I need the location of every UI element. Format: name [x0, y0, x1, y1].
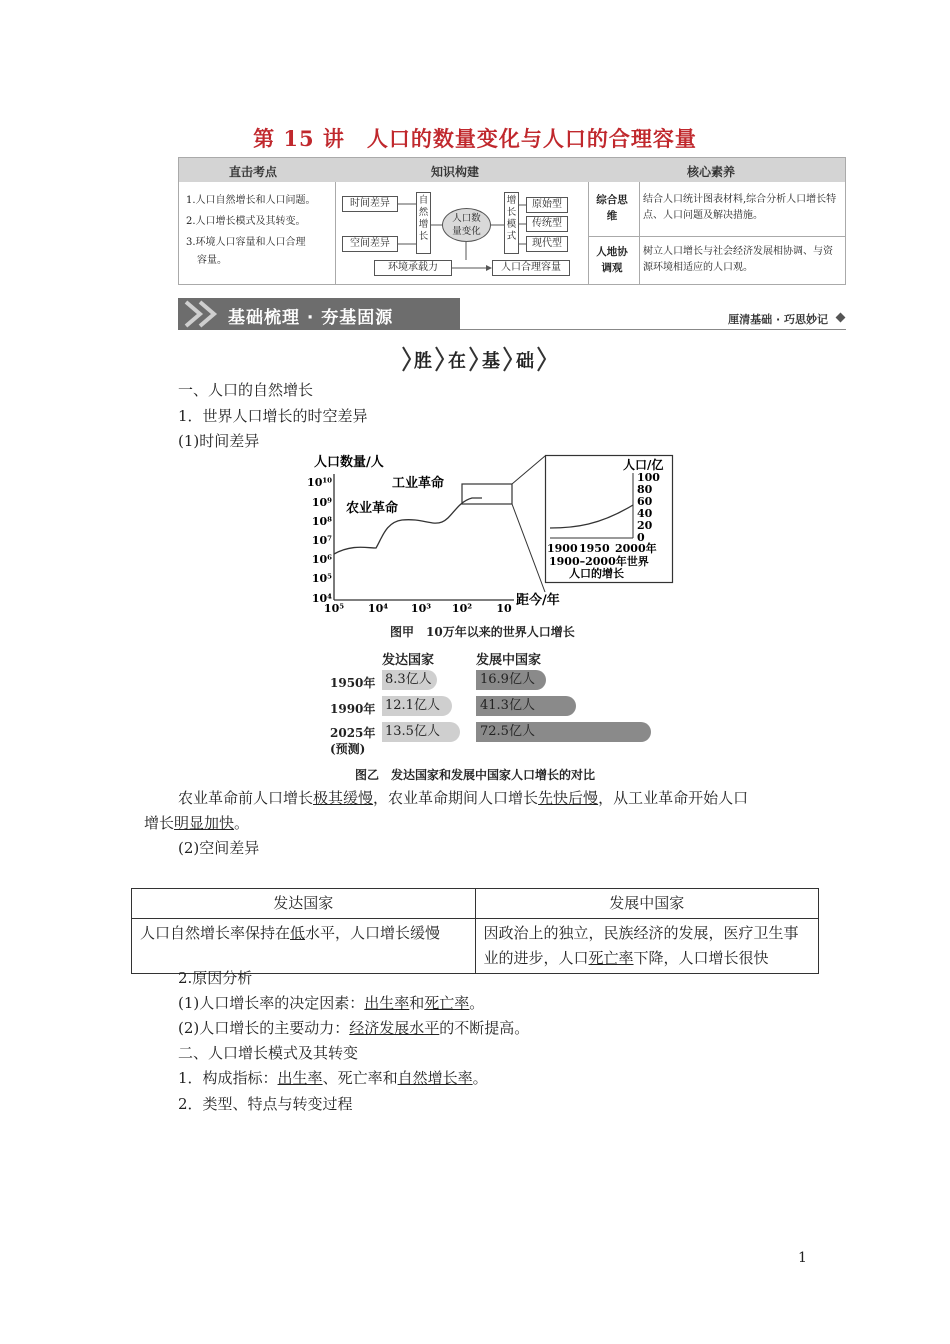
- underlined-text: 低: [290, 924, 306, 942]
- core-label-1: 综合思维: [596, 194, 628, 222]
- underlined-text: 自然增长率: [397, 1069, 473, 1087]
- text-span: 、死亡率和: [322, 1069, 398, 1087]
- inset-ylabel: 人口/亿: [623, 458, 664, 472]
- inset-ytick: 60: [637, 495, 653, 508]
- point-3: 3.环境人口容量和人口合理: [186, 237, 306, 248]
- map-reasonable-capacity: 人口合理容量: [492, 260, 570, 276]
- text-span: 1．构成指标：: [178, 1069, 278, 1087]
- text-span: (1)人口增长率的决定因素：: [178, 994, 365, 1012]
- inset-ytick: 100: [637, 471, 660, 484]
- core-divider: [589, 182, 640, 284]
- page-title: 第 15 讲 人口的数量变化与人口的合理容量: [253, 126, 697, 151]
- subtitle-badges: [400, 345, 550, 377]
- inset-ytick: 0: [637, 531, 645, 544]
- fig-b-year: 2025年: [330, 726, 376, 740]
- map-space-diff: 空间差异: [342, 236, 398, 252]
- text-span: 人口自然增长率保持在: [140, 924, 291, 942]
- map-center: 人口数量变化: [442, 208, 491, 242]
- bar-developed: 12.1亿人: [382, 696, 452, 716]
- heading-1-1: 1．世界人口增长的时空差异: [178, 407, 368, 425]
- bar-developed: 8.3亿人: [382, 670, 437, 690]
- inset-caption-2: 人口的增长: [569, 567, 624, 580]
- map-time-diff: 时间差异: [342, 196, 398, 212]
- fig-a-xtick: 10⁵: [323, 602, 345, 615]
- banner-line: [460, 329, 846, 330]
- banner-title: 基础梳理 · 夯基固源: [228, 308, 394, 328]
- fig-a-ytick: 10¹⁰: [307, 476, 332, 489]
- fig-a-ylabel: 人口数量/人: [314, 455, 384, 470]
- text-span: 和: [409, 994, 425, 1012]
- cause-2: [178, 1015, 529, 1041]
- fig-a-ytick: 10⁵: [311, 572, 332, 585]
- heading-2-1: [178, 1065, 488, 1091]
- fig-a-ind-label: 工业革命: [392, 476, 445, 491]
- bar-developing: 41.3亿人: [476, 696, 576, 716]
- inset-xtick: 1950: [579, 542, 610, 555]
- heading-1-2: 2.原因分析: [178, 969, 253, 987]
- heading-1: 一、人口的自然增长: [178, 381, 314, 399]
- text-span: 农业革命前人口增长: [178, 789, 314, 807]
- comparison-table: [131, 888, 819, 974]
- fig-b-forecast: (预测): [330, 742, 366, 756]
- overview-header: [179, 158, 845, 182]
- underlined-text: 出生率: [277, 1069, 323, 1087]
- inset-ytick: 40: [637, 507, 653, 520]
- underlined-text: 出生率: [364, 994, 410, 1012]
- table-cell-developing: [475, 919, 819, 974]
- text-span: 。: [472, 1069, 488, 1087]
- fig-a-ytick: 10⁴: [311, 592, 332, 605]
- banner-bg: [178, 298, 460, 330]
- text-span: 的不断提高。: [439, 1019, 530, 1037]
- inset-ytick: 80: [637, 483, 653, 496]
- fig-a-xlabel: 距今/年: [516, 593, 560, 608]
- figure-a-inset: [545, 455, 673, 583]
- fig-a-ytick: 10⁶: [311, 553, 332, 566]
- paragraph-1: [178, 785, 838, 811]
- cause-1: [178, 990, 484, 1016]
- text-span: 。: [234, 814, 250, 832]
- point-1: 1.人口自然增长和人口问题。: [186, 195, 316, 206]
- fig-a-ytick: 10⁹: [311, 496, 332, 509]
- section-banner: [178, 298, 846, 332]
- map-env-capacity: 环境承载力: [374, 260, 452, 276]
- heading-2: 二、人口增长模式及其转变: [178, 1044, 359, 1062]
- figure-b: [330, 646, 660, 766]
- fig-b-legend-developed: 发达国家: [382, 653, 435, 668]
- core-label-2: 人地协调观: [596, 246, 628, 274]
- diamond-icon: [836, 313, 846, 323]
- heading-2-2: 2．类型、特点与转变过程: [178, 1095, 353, 1113]
- inset-xtick: 1900: [547, 542, 578, 555]
- knowledge-map: [336, 182, 589, 284]
- chevron-icon: [182, 298, 226, 330]
- overview-table: [178, 157, 846, 285]
- point-3-cont: 容量。: [197, 255, 227, 266]
- figure-b-caption: 图乙 发达国家和发展中国家人口增长的对比: [355, 768, 596, 782]
- map-primitive: 原始型: [526, 197, 568, 213]
- page-number: 1: [798, 1250, 807, 1266]
- bar-developing: 72.5亿人: [476, 722, 651, 742]
- header-exam-points: 直击考点: [229, 165, 278, 179]
- core-text-2: 树立人口增长与社会经济发展相协调、与资源环境相适应的人口观。: [643, 246, 833, 273]
- subtitle-char-4: 础: [516, 351, 534, 372]
- text-span: 因政治上的独立，民族经济的发展，医疗卫生事业的进步，人口: [483, 924, 799, 967]
- fig-a-xtick: 10²: [451, 602, 473, 615]
- fig-a-xtick: 10⁴: [367, 602, 389, 615]
- banner-right-text: 厘清基础 · 巧思妙记: [728, 313, 828, 326]
- text-span: (2)人口增长的主要动力：: [178, 1019, 350, 1037]
- underlined-text: 先快后慢: [538, 789, 599, 807]
- fig-b-year: 1990年: [330, 702, 376, 716]
- figure-a-caption: 图甲 10万年以来的世界人口增长: [390, 625, 575, 639]
- bar-developed: 13.5亿人: [382, 722, 460, 742]
- bar-developing: 16.9亿人: [476, 670, 546, 690]
- table-header-developed: 发达国家: [132, 889, 476, 919]
- map-natural-growth: 自然增长: [416, 192, 431, 254]
- heading-1-1-2: (2)空间差异: [178, 839, 260, 857]
- subtitle-char-1: 胜: [414, 351, 432, 372]
- inset-xtick: 2000年: [615, 542, 657, 555]
- fig-a-ytick: 10⁸: [311, 515, 332, 528]
- heading-1-1-1: (1)时间差异: [178, 432, 260, 450]
- underlined-text: 死亡率: [424, 994, 470, 1012]
- table-header-developing: 发展中国家: [475, 889, 819, 919]
- subtitle-char-3: 基: [482, 351, 500, 372]
- text-span: 。: [469, 994, 485, 1012]
- fig-a-ytick: 10⁷: [311, 534, 332, 547]
- paragraph-1-cont: [144, 810, 249, 836]
- header-core-literacy: 核心素养: [687, 165, 736, 179]
- text-span: 增长: [144, 814, 175, 832]
- underlined-text: 经济发展水平: [349, 1019, 440, 1037]
- map-traditional: 传统型: [526, 216, 568, 232]
- text-span: ，从工业革命开始人口: [598, 789, 749, 807]
- subtitle-char-2: 在: [448, 351, 466, 372]
- point-2: 2.人口增长模式及其转变。: [186, 216, 306, 227]
- underlined-text: 极其缓慢: [313, 789, 374, 807]
- map-modern: 现代型: [526, 236, 568, 252]
- map-growth-mode: 增长模式: [504, 192, 519, 254]
- fig-b-legend-developing: 发展中国家: [476, 653, 542, 668]
- text-span: 下降，人口增长很快: [633, 949, 769, 967]
- inset-caption-1: 1900–2000年世界: [549, 555, 649, 568]
- inset-ytick: 20: [637, 519, 653, 532]
- core-text-1: 结合人口统计图表材料,综合分析人口增长特点、人口问题及解决措施。: [643, 194, 837, 221]
- text-span: 水平，人口增长缓慢: [305, 924, 441, 942]
- header-knowledge-map: 知识构建: [431, 165, 480, 179]
- fig-b-year: 1950年: [330, 676, 376, 690]
- text-span: ，农业革命期间人口增长: [373, 789, 539, 807]
- fig-a-xtick: 10: [496, 602, 512, 615]
- fig-a-agri-label: 农业革命: [346, 501, 399, 516]
- underlined-text: 死亡率: [588, 949, 634, 967]
- exam-points: [179, 182, 336, 284]
- fig-a-xtick: 10³: [410, 602, 432, 615]
- underlined-text: 明显加快: [174, 814, 235, 832]
